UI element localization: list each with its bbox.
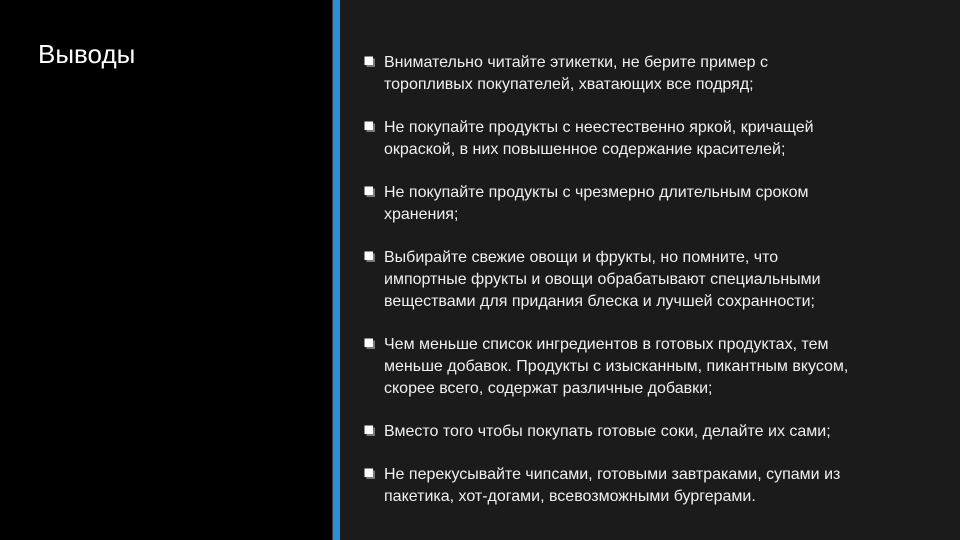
bullet-line: Выбирайте свежие овощи и фрукты, но помните, что: [384, 249, 779, 266]
bullet-item: [364, 421, 924, 443]
checkbox-bullet-icon: [364, 425, 375, 436]
checkbox-bullet-icon: [364, 251, 375, 262]
checkbox-bullet-icon: [364, 186, 375, 197]
bullet-line: меньше добавок. Продукты с изысканным, пикантным вкусом,: [384, 358, 849, 375]
bullet-line: хранения;: [384, 206, 459, 223]
bullet-line: торопливых покупателей, хватающих все подряд;: [384, 76, 754, 93]
bullet-line: пакетика, хот-догами, всевозможными бургерами.: [384, 488, 756, 505]
checkbox-bullet-icon: [364, 56, 375, 67]
bullet-line: импортные фрукты и овощи обрабатывают специальными: [384, 271, 821, 288]
checkbox-bullet-icon: [364, 338, 375, 349]
bullet-line: веществами для придания блеска и лучшей сохранности;: [384, 293, 815, 310]
bullet-item: [364, 247, 924, 313]
bullet-line: Внимательно читайте этикетки, не берите пример с: [384, 54, 769, 71]
bullet-item: [364, 117, 924, 161]
bullet-line: скорее всего, содержат различные добавки;: [384, 380, 713, 397]
bullet-line: Чем меньше список ингредиентов в готовых продуктах, тем: [384, 336, 829, 353]
checkbox-bullet-icon: [364, 468, 375, 479]
checkbox-bullet-icon: [364, 121, 375, 132]
bullet-line: Вместо того чтобы покупать готовые соки, делайте их сами;: [384, 423, 831, 440]
bullet-item: [364, 334, 924, 400]
slide-title: Выводы: [38, 39, 136, 69]
bullet-item: [364, 464, 924, 508]
accent-bar: [333, 0, 340, 540]
bullet-line: Не перекусывайте чипсами, готовыми завтраками, супами из: [384, 466, 841, 483]
bullet-item: [364, 182, 924, 226]
bullet-item: [364, 52, 924, 96]
bullet-line: Не покупайте продукты с неестественно яркой, кричащей: [384, 119, 814, 136]
title-panel: [0, 0, 332, 540]
bullet-line: Не покупайте продукты с чрезмерно длительным сроком: [384, 184, 809, 201]
bullet-line: окраской, в них повышенное содержание красителей;: [384, 141, 786, 158]
